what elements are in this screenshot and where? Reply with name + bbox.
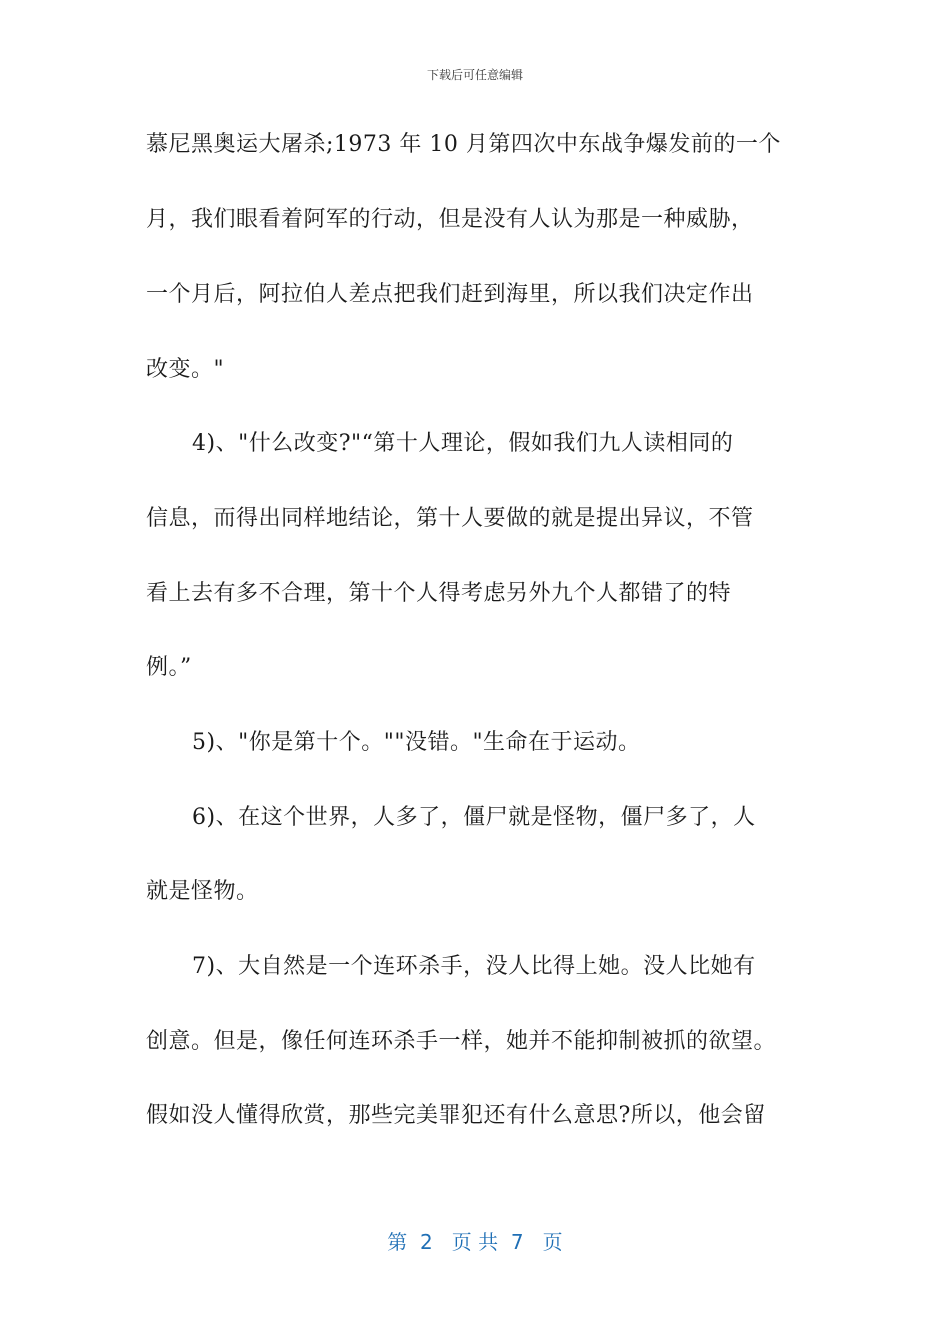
text-line: 7)、大自然是一个连环杀手，没人比得上她。没人比她有: [192, 954, 756, 979]
text-line: 月，我们眼看着阿军的行动，但是没有人认为那是一种威胁，: [146, 207, 754, 232]
text-line: 6)、在这个世界，人多了，僵尸就是怪物，僵尸多了，人: [192, 805, 756, 830]
text-line: 看上去有多不合理，第十个人得考虑另外九个人都错了的特: [146, 581, 732, 606]
text-line: 一个月后，阿拉伯人差点把我们赶到海里，所以我们决定作出: [146, 282, 754, 307]
text-line: 4)、"什么改变?"“第十人理论，假如我们九人读相同的: [192, 431, 734, 456]
text-line: 例。”: [146, 655, 192, 680]
text-line: 慕尼黑奥运大屠杀;1973 年 10 月第四次中东战争爆发前的一个: [146, 132, 781, 157]
page-number-footer: 第 2 页 共 7 页: [387, 1230, 563, 1254]
text-line: 改变。": [146, 357, 225, 382]
text-line: 创意。但是，像任何连环杀手一样，她并不能抑制被抓的欲望。: [146, 1029, 777, 1054]
text-line: 5)、"你是第十个。""没错。"生命在于运动。: [192, 730, 641, 755]
text-line: 假如没人懂得欣赏，那些完美罪犯还有什么意思?所以，他会留: [146, 1103, 766, 1128]
text-line: 就是怪物。: [146, 879, 259, 904]
text-line: 信息，而得出同样地结论，第十人要做的就是提出异议，不管: [146, 506, 754, 531]
page-header-note: 下载后可任意编辑: [426, 68, 523, 82]
